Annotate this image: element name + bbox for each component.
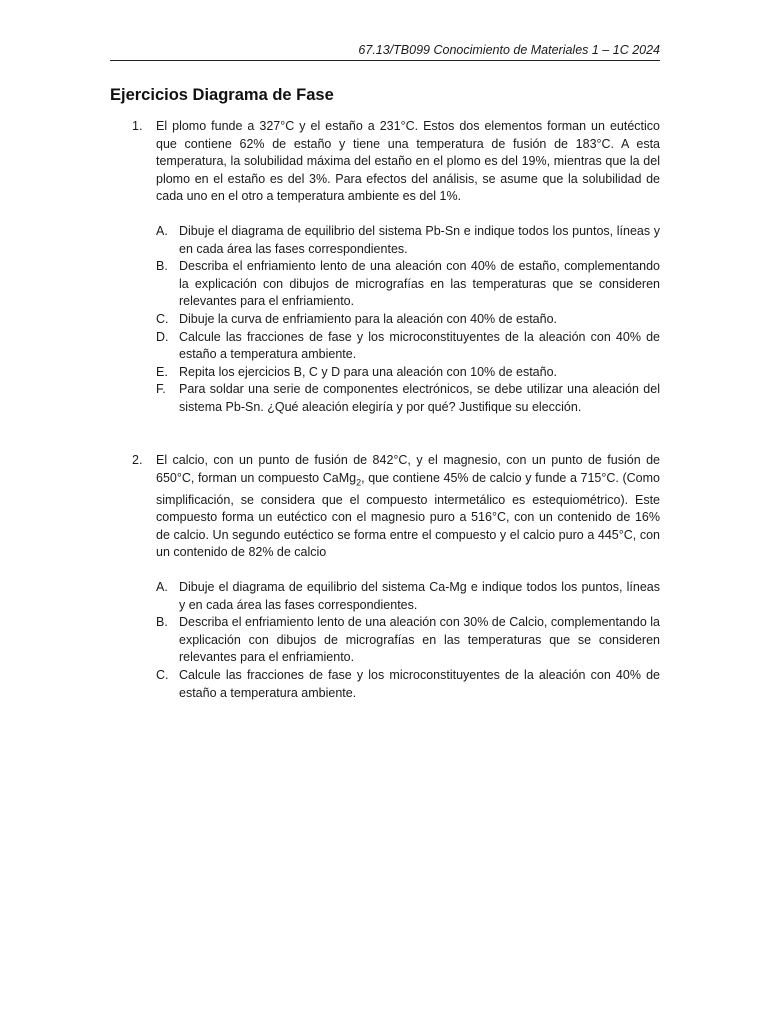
exercise-1 [110, 118, 660, 417]
subitem-text: Para soldar una serie de componentes electrónicos, se debe utilizar una aleación del sistema Pb-Sn. ¿Qué aleación elegiría y por qué? Justifique su elección. [179, 382, 660, 414]
subitem-text: Repita los ejercicios B, C y D para una aleación con 10% de estaño. [179, 364, 557, 379]
exercise-2 [110, 452, 660, 702]
subitem [156, 364, 660, 382]
subitem-letter: F. [156, 382, 166, 397]
course-header: 67.13/TB099 Conocimiento de Materiales 1 – 1C 2024 [110, 43, 660, 61]
exercise-2-statement [110, 452, 660, 562]
subitem-letter: C. [156, 311, 169, 326]
subitem [156, 329, 660, 364]
subitem-letter: B. [156, 259, 168, 274]
exercise-2-subitems [110, 579, 660, 702]
compound-formula: CaMg [322, 470, 357, 485]
exercise-1-statement [110, 118, 660, 206]
subitem [156, 579, 660, 614]
compound-formula-subscript: 2 [356, 477, 362, 488]
subitem [156, 223, 660, 258]
subitem-text: Describa el enfriamiento lento de una aleación con 30% de Calcio, complementando la explicación con dibujos de micrografías en las temperaturas que se consideren relevantes para el enfriamiento. [179, 615, 660, 665]
subitem [156, 667, 660, 702]
subitem-text: Dibuje el diagrama de equilibrio del sistema Pb-Sn e indique todos los puntos, líneas y en cada área las fases correspondientes. [179, 223, 660, 256]
exercise-number: 1. [132, 119, 143, 133]
exercise-text-part2: , que contiene 45% de calcio y funde a 715°C. (Como simplificación, se considera que el compuesto intermetálico es estequiométrico). Este compuesto forma un eutéctico con el magnesio puro a 516°C, con un contenido de 16% de calcio. Un segundo eutéctico se forma entre el compuesto y el calcio puro a 445°C, con un contenido de 82% de calcio [156, 470, 661, 560]
subitem-letter: D. [156, 329, 169, 344]
subitem [156, 258, 660, 311]
subitem [156, 614, 660, 667]
subitem-text: Describa el enfriamiento lento de una aleación con 40% de estaño, complementando la explicación con dibujos de micrografías en las temperaturas que se consideren relevantes para el enfriamiento. [179, 259, 660, 309]
subitem [156, 381, 660, 416]
subitem-letter: B. [156, 615, 168, 630]
page-title: Ejercicios Diagrama de Fase [110, 86, 334, 104]
subitem-text: Dibuje el diagrama de equilibrio del sistema Ca-Mg e indique todos los puntos, líneas y en cada área las fases correspondientes. [179, 580, 660, 612]
subitem-letter: C. [156, 668, 169, 683]
subitem-text: Calcule las fracciones de fase y los microconstituyentes de la aleación con 40% de estaño a temperatura ambiente. [179, 329, 660, 362]
subitem-letter: A. [156, 580, 168, 595]
subitem [156, 311, 660, 329]
subitem-text: Calcule las fracciones de fase y los microconstituyentes de la aleación con 40% de estaño a temperatura ambiente. [179, 668, 660, 700]
subitem-text: Dibuje la curva de enfriamiento para la aleación con 40% de estaño. [179, 311, 558, 326]
subitem-letter: E. [156, 364, 168, 379]
exercise-1-subitems [110, 223, 660, 417]
subitem-letter: A. [156, 223, 168, 238]
exercise-text: El plomo funde a 327°C y el estaño a 231°C. Estos dos elementos forman un eutéctico que contiene 62% de estaño y tiene una temperatura de fusión de 183°C. A esta temperatura, la solubilidad máxima del estaño en el plomo es del 19%, mientras que la del plomo en el estaño es del 3%. Para efectos del análisis, se asume que la solubilidad de cada uno en el otro a temperatura ambiente es del 1%. [156, 119, 660, 204]
exercise-number: 2. [132, 453, 143, 467]
exercise-text-part1: El calcio, con un punto de fusión de 842°C, y el magnesio, con un punto de fusión de 650°C, forman un compuesto [156, 453, 660, 485]
